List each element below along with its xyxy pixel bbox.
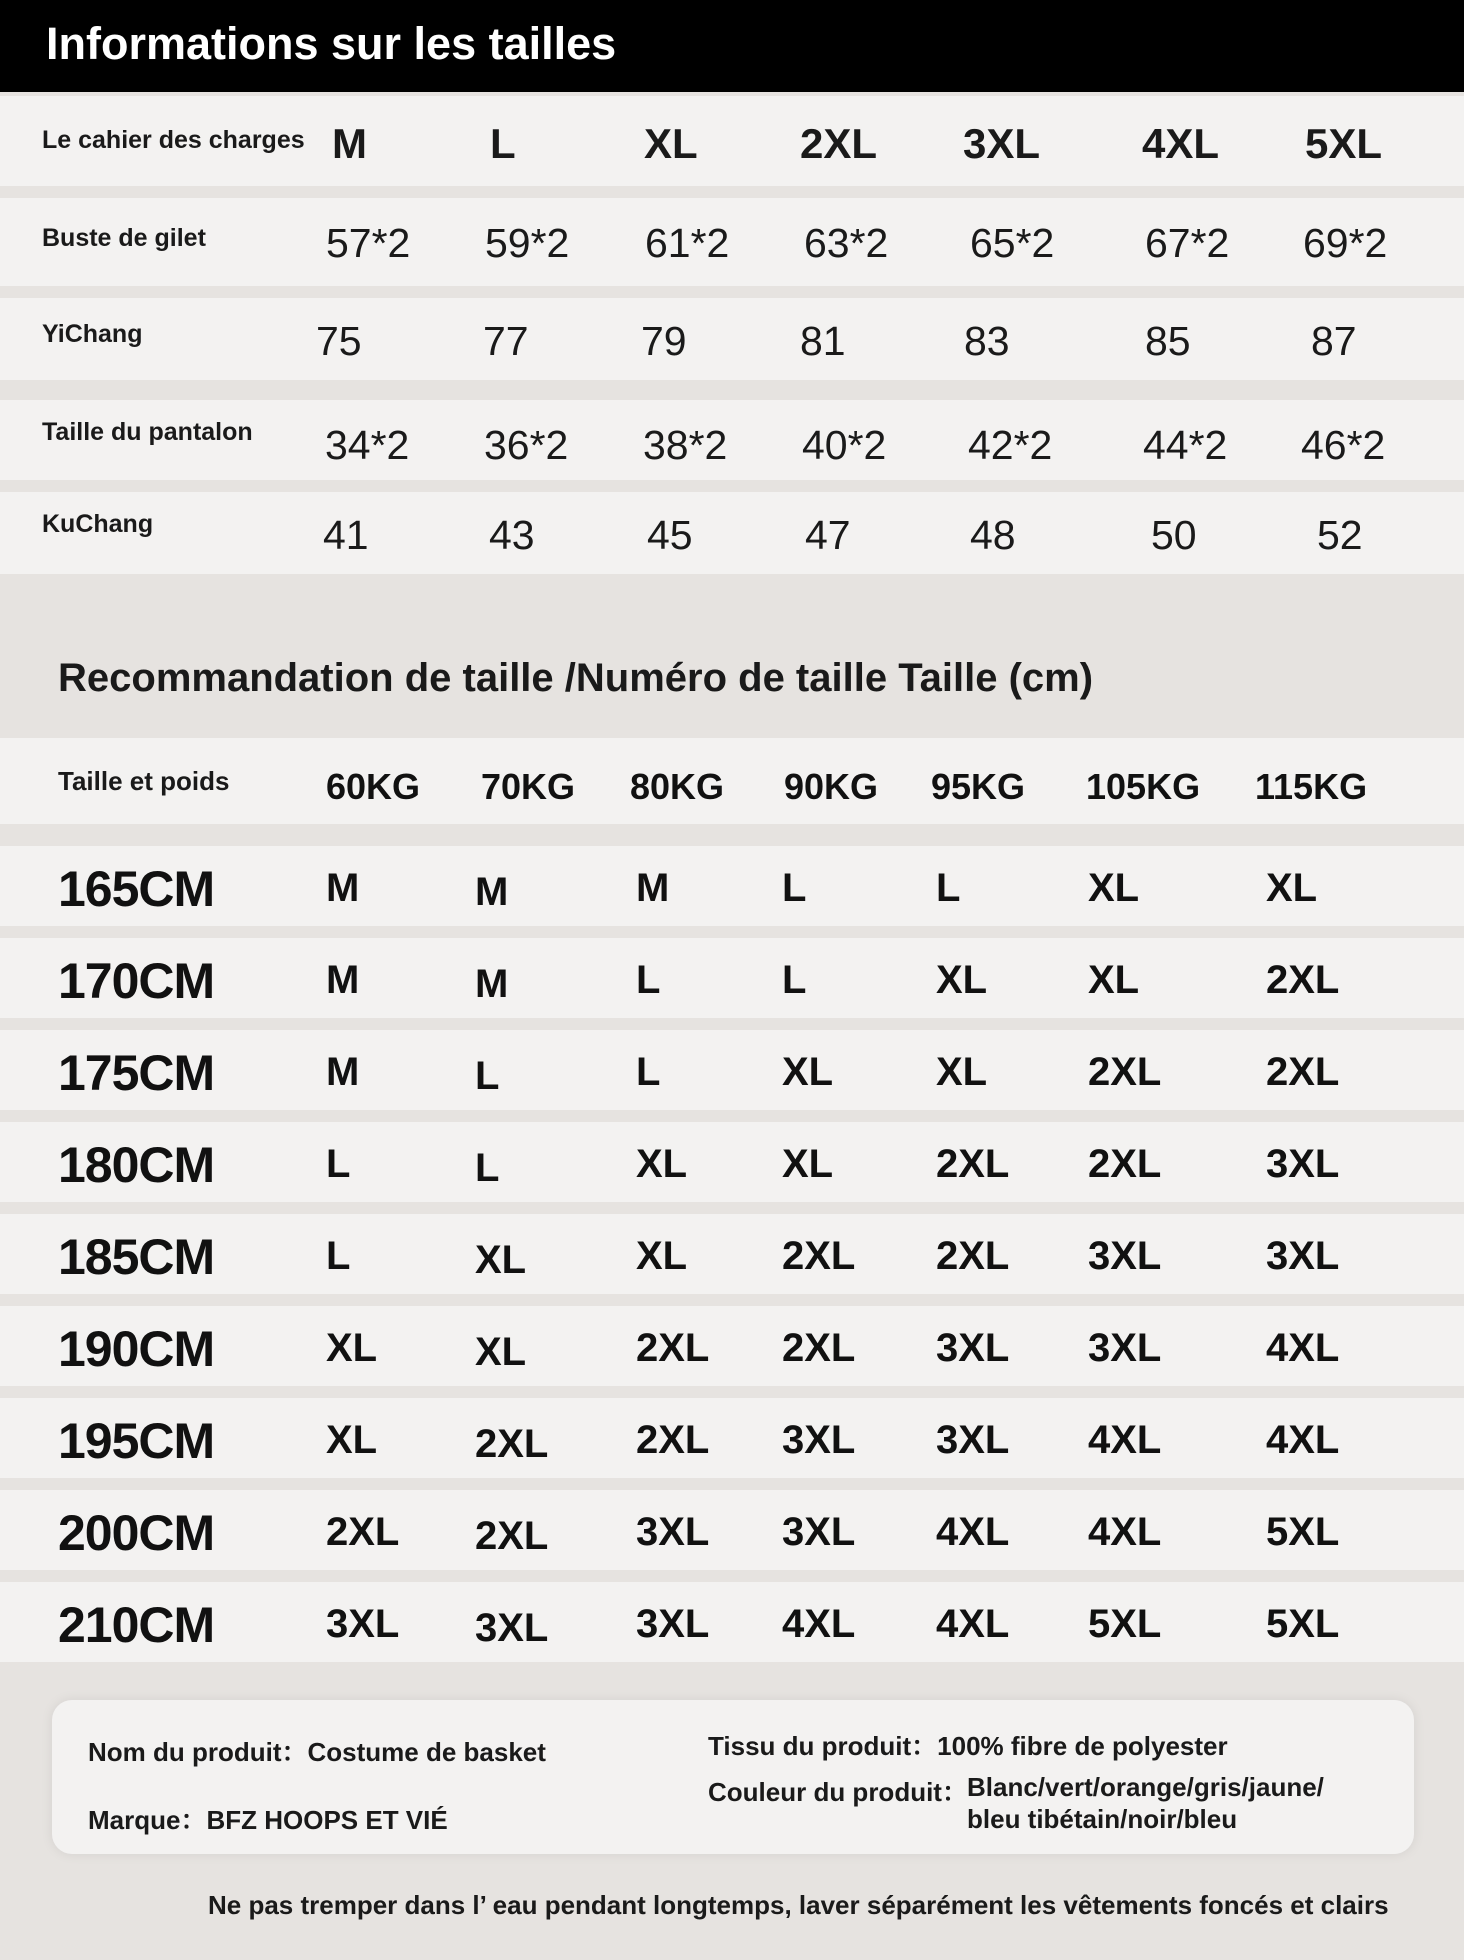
size-cell: 3XL <box>1266 1234 1340 1278</box>
weight-header: 115KG <box>1255 766 1368 807</box>
size-cell: 2XL <box>782 1326 856 1370</box>
table-row <box>0 846 1464 926</box>
care-instructions: Ne pas tremper dans l’ eau pendant longtemps, laver séparément les vêtements foncés et clairs <box>208 1890 1389 1920</box>
size-cell: XL <box>1088 866 1140 910</box>
size-cell: XL <box>782 1142 834 1186</box>
table-cell: M <box>332 120 367 167</box>
product-color-label: Couleur du produit： <box>708 1777 968 1807</box>
table-cell: 48 <box>970 512 1016 558</box>
table-cell: 50 <box>1151 512 1197 558</box>
size-cell: 4XL <box>1266 1418 1340 1462</box>
size-cell: XL <box>475 1330 527 1374</box>
size-cell: 3XL <box>475 1606 549 1650</box>
table-row <box>0 400 1464 480</box>
table-cell: 59*2 <box>485 220 570 266</box>
product-color-line2: bleu tibétain/noir/bleu <box>967 1804 1238 1834</box>
table-header-row <box>0 738 1464 824</box>
size-cell: M <box>326 866 360 910</box>
table-cell: 87 <box>1311 318 1357 364</box>
height-label: 195CM <box>58 1413 215 1469</box>
table-cell: 83 <box>964 318 1010 364</box>
size-cell: M <box>326 1050 360 1094</box>
size-cell: 3XL <box>1088 1326 1162 1370</box>
table-cell: 57*2 <box>326 220 411 266</box>
size-cell: XL <box>1088 958 1140 1002</box>
table-cell: XL <box>644 120 698 167</box>
table-row <box>0 298 1464 380</box>
size-cell: 5XL <box>1266 1602 1340 1646</box>
height-label: 170CM <box>58 953 215 1009</box>
height-label: 200CM <box>58 1505 215 1561</box>
table-cell: 38*2 <box>643 422 728 468</box>
table-row <box>0 1306 1464 1386</box>
table-cell: 81 <box>800 318 846 364</box>
height-label: 185CM <box>58 1229 215 1285</box>
size-cell: 3XL <box>1088 1234 1162 1278</box>
table-cell: 40*2 <box>802 422 887 468</box>
table-cell: 46*2 <box>1301 422 1386 468</box>
size-cell: 4XL <box>936 1602 1010 1646</box>
height-label: 165CM <box>58 861 215 917</box>
table-cell: 75 <box>316 318 362 364</box>
size-cell: 2XL <box>1088 1142 1162 1186</box>
size-cell: 3XL <box>636 1510 710 1554</box>
table-row <box>0 1122 1464 1202</box>
size-cell: 5XL <box>1266 1510 1340 1554</box>
size-cell: XL <box>475 1238 527 1282</box>
table-row <box>0 938 1464 1018</box>
size-cell: XL <box>936 1050 988 1094</box>
size-cell: L <box>782 866 807 910</box>
row-label: Buste de gilet <box>42 224 206 252</box>
table-cell: 47 <box>805 512 851 558</box>
height-label: 190CM <box>58 1321 215 1377</box>
size-cell: 4XL <box>1088 1418 1162 1462</box>
size-cell: L <box>326 1142 351 1186</box>
table-cell: L <box>490 120 516 167</box>
table-cell: 41 <box>323 512 369 558</box>
size-cell: 3XL <box>936 1326 1010 1370</box>
size-cell: 2XL <box>1266 958 1340 1002</box>
size-cell: M <box>636 866 670 910</box>
size-cell: M <box>475 962 509 1006</box>
page-title: Informations sur les tailles <box>46 18 617 69</box>
table-cell: 63*2 <box>804 220 889 266</box>
weight-header: 60KG <box>326 766 421 807</box>
size-cell: 2XL <box>636 1418 710 1462</box>
product-name: Nom du produit：Costume de basket <box>88 1737 546 1767</box>
size-cell: M <box>475 870 509 914</box>
table-row <box>0 1398 1464 1478</box>
weight-header: 95KG <box>931 766 1026 807</box>
weight-header: 70KG <box>481 766 576 807</box>
height-label: 210CM <box>58 1597 215 1653</box>
height-label: 175CM <box>58 1045 215 1101</box>
table-cell: 79 <box>641 318 687 364</box>
size-cell: 2XL <box>475 1514 549 1558</box>
size-cell: XL <box>636 1234 688 1278</box>
size-cell: 3XL <box>326 1602 400 1646</box>
product-fabric: Tissu du produit：100% fibre de polyester <box>708 1731 1228 1761</box>
table-cell: 42*2 <box>968 422 1053 468</box>
table-cell: 36*2 <box>484 422 569 468</box>
weight-header: 80KG <box>630 766 725 807</box>
size-cell: L <box>782 958 807 1002</box>
size-cell: L <box>475 1054 500 1098</box>
size-cell: 2XL <box>636 1326 710 1370</box>
size-cell: XL <box>326 1326 378 1370</box>
size-cell: XL <box>782 1050 834 1094</box>
size-cell: 4XL <box>936 1510 1010 1554</box>
row-label: YiChang <box>42 320 143 348</box>
table-row <box>0 1582 1464 1662</box>
size-cell: 2XL <box>1088 1050 1162 1094</box>
size-cell: 3XL <box>782 1510 856 1554</box>
table-row <box>0 96 1464 186</box>
table-cell: 52 <box>1317 512 1363 558</box>
size-cell: L <box>475 1146 500 1190</box>
size-cell: L <box>326 1234 351 1278</box>
size-cell: L <box>636 1050 661 1094</box>
size-cell: 2XL <box>326 1510 400 1554</box>
size-cell: 2XL <box>936 1142 1010 1186</box>
size-cell: 5XL <box>1088 1602 1162 1646</box>
size-cell: 3XL <box>636 1602 710 1646</box>
product-brand: Marque：BFZ HOOPS ET VIÉ <box>88 1805 448 1835</box>
size-cell: 4XL <box>782 1602 856 1646</box>
page-header <box>0 0 1464 92</box>
size-cell: 2XL <box>475 1422 549 1466</box>
size-cell: L <box>936 866 961 910</box>
recommendation-title: Recommandation de taille /Numéro de taille Taille (cm) <box>58 656 1094 700</box>
weight-header: 105KG <box>1086 766 1201 807</box>
size-cell: XL <box>1266 866 1318 910</box>
size-cell: 2XL <box>782 1234 856 1278</box>
size-cell: 3XL <box>936 1418 1010 1462</box>
table-cell: 34*2 <box>325 422 410 468</box>
table-cell: 67*2 <box>1145 220 1230 266</box>
table-cell: 45 <box>647 512 693 558</box>
size-cell: 2XL <box>1266 1050 1340 1094</box>
table-cell: 3XL <box>963 120 1041 167</box>
table-cell: 44*2 <box>1143 422 1228 468</box>
size-cell: 3XL <box>1266 1142 1340 1186</box>
table-row <box>0 1030 1464 1110</box>
table-cell: 77 <box>483 318 529 364</box>
size-cell: L <box>636 958 661 1002</box>
size-cell: 4XL <box>1266 1326 1340 1370</box>
size-cell: 3XL <box>782 1418 856 1462</box>
row-label: Le cahier des charges <box>42 126 305 154</box>
table-row <box>0 492 1464 574</box>
table-cell: 2XL <box>800 120 878 167</box>
size-cell: M <box>326 958 360 1002</box>
row-label: KuChang <box>42 510 154 538</box>
weight-header: 90KG <box>784 766 879 807</box>
table-row <box>0 1490 1464 1570</box>
size-cell: XL <box>636 1142 688 1186</box>
table-cell: 65*2 <box>970 220 1055 266</box>
table-cell: 4XL <box>1142 120 1220 167</box>
table-cell: 43 <box>489 512 535 558</box>
size-cell: XL <box>936 958 988 1002</box>
header-label: Taille et poids <box>58 766 230 796</box>
table-cell: 69*2 <box>1303 220 1388 266</box>
row-label: Taille du pantalon <box>42 418 253 446</box>
table-cell: 61*2 <box>645 220 730 266</box>
product-color-line1: Blanc/vert/orange/gris/jaune/ <box>967 1772 1324 1802</box>
size-cell: XL <box>326 1418 378 1462</box>
table-row <box>0 1214 1464 1294</box>
height-label: 180CM <box>58 1137 215 1193</box>
size-cell: 2XL <box>936 1234 1010 1278</box>
table-row <box>0 198 1464 286</box>
size-cell: 4XL <box>1088 1510 1162 1554</box>
table-cell: 85 <box>1145 318 1191 364</box>
table-cell: 5XL <box>1305 120 1383 167</box>
